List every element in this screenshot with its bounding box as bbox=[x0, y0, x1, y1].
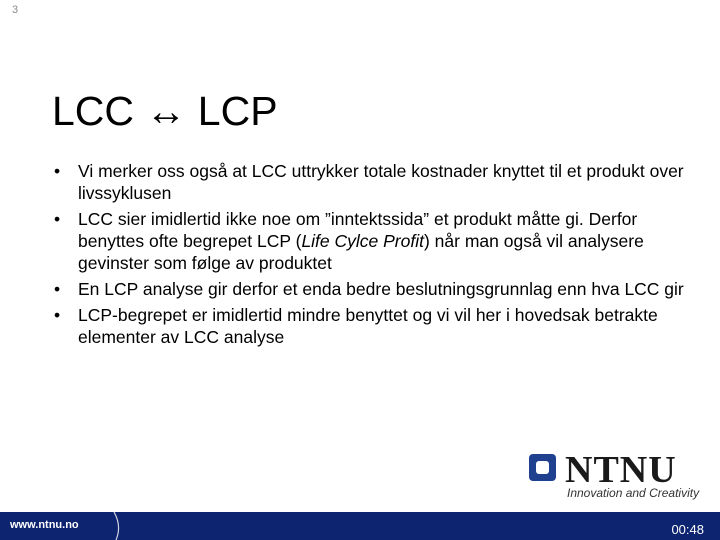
bullet-text: En LCP analyse gir derfor et enda bedre beslutningsgrunnlag enn hva LCC gir bbox=[78, 279, 684, 299]
bullet-dot: • bbox=[54, 305, 61, 325]
bullet-text: LCC sier imidlertid ikke noe om ”inntektssida” et produkt måtte gi. Derfor benyttes ofte begrepet LCP ( bbox=[78, 209, 638, 251]
bullet-emphasis: Life Cylce Profit bbox=[301, 231, 424, 251]
footer-url-link[interactable]: www.ntnu.no bbox=[10, 519, 79, 531]
ntnu-logo-mark-icon bbox=[529, 454, 556, 481]
footer-swoosh-icon bbox=[100, 512, 140, 540]
bullet-item bbox=[54, 304, 694, 348]
bullet-text: LCP-begrepet er imidlertid mindre benyttet og vi vil her i hovedsak betrakte elementer av LCC analyse bbox=[78, 305, 658, 347]
bullet-text-cont: ) når man også vil analysere gevinster som følge av produktet bbox=[78, 231, 644, 273]
footer-bar bbox=[0, 512, 720, 540]
ntnu-wordmark: NTNU bbox=[565, 449, 677, 491]
ntnu-tagline: Innovation and Creativity bbox=[567, 486, 700, 500]
bullet-dot: • bbox=[54, 161, 61, 181]
bullet-list bbox=[54, 160, 694, 352]
ntnu-logo bbox=[527, 449, 707, 504]
slide-number: 3 bbox=[12, 4, 19, 16]
slide-title: LCC ↔ LCP bbox=[52, 88, 278, 135]
footer-time: 00:48 bbox=[671, 522, 704, 537]
bullet-text: Vi merker oss også at LCC uttrykker totale kostnader knyttet til et produkt over livssyklusen bbox=[78, 161, 684, 203]
bullet-item bbox=[54, 208, 694, 274]
bullet-dot: • bbox=[54, 279, 61, 299]
bullet-item bbox=[54, 160, 694, 204]
bullet-item bbox=[54, 278, 694, 300]
bullet-dot: • bbox=[54, 209, 61, 229]
